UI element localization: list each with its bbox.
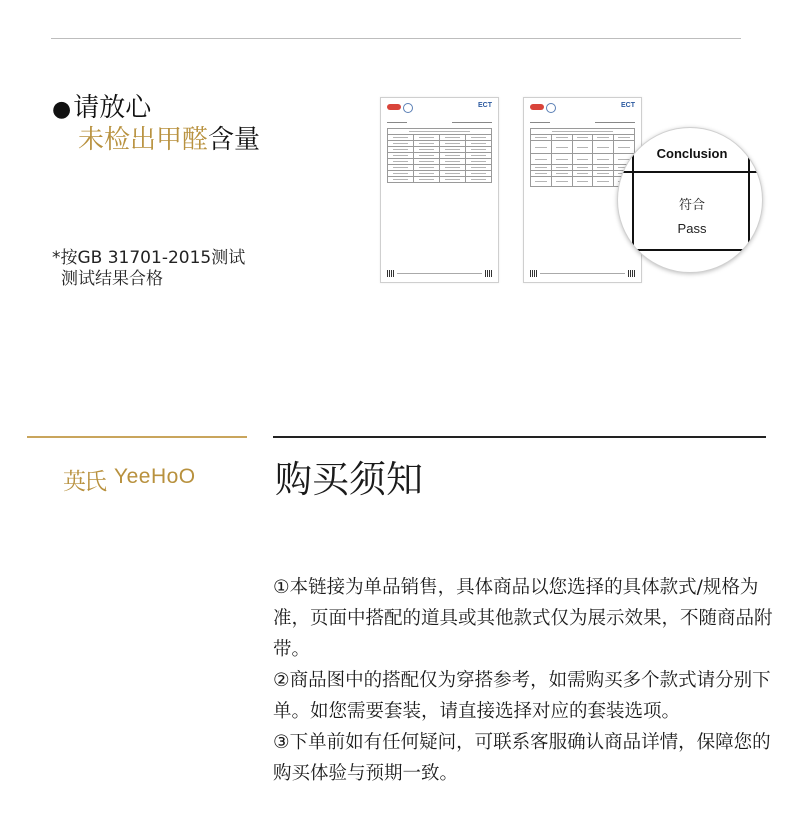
test-report-page-1 bbox=[380, 97, 499, 283]
report-footer bbox=[387, 270, 492, 277]
notice-body bbox=[273, 572, 773, 789]
bullet-icon: ● bbox=[52, 97, 72, 122]
magnifier-zoom bbox=[617, 127, 763, 273]
notice-divider bbox=[273, 436, 766, 438]
report-meta bbox=[530, 122, 635, 124]
test-note bbox=[52, 248, 245, 290]
report-table bbox=[387, 128, 492, 183]
notice-item: ①本链接为单品销售，具体商品以您选择的具体款式/规格为准，页面中搭配的道具或其他款式仅为展示效果，不随商品附带。 bbox=[273, 577, 773, 660]
test-note-line1: *按GB 31701-2015测试 bbox=[52, 248, 246, 268]
headline-primary bbox=[52, 92, 151, 126]
headline-line1: 请放心 bbox=[73, 93, 152, 123]
test-note-line2: 测试结果合格 bbox=[61, 269, 163, 289]
notice-item: ②商品图中的搭配仅为穿搭参考，如需购买多个款式请分别下单。如您需要套装，请直接选择对应的套装选项。 bbox=[273, 670, 771, 722]
notice-item: ③下单前如有任何疑问，可联系客服确认商品详情，保障您的购买体验与预期一致。 bbox=[273, 732, 771, 784]
brand-logo-en: YeeHoO bbox=[114, 465, 196, 488]
table-border bbox=[618, 171, 762, 173]
cnas-logo-icon bbox=[546, 103, 556, 113]
ect-logo-icon: ECT bbox=[478, 102, 492, 109]
headline-secondary bbox=[78, 124, 260, 156]
cma-logo-icon bbox=[530, 104, 544, 110]
table-border bbox=[618, 249, 762, 251]
ect-logo-icon: ECT bbox=[621, 102, 635, 109]
top-divider bbox=[51, 38, 741, 39]
conclusion-value-cn: 符合 bbox=[678, 198, 706, 213]
notice-title: 购买须知 bbox=[275, 458, 423, 501]
conclusion-heading: Conclusion bbox=[656, 146, 728, 161]
headline-rest: 含量 bbox=[208, 125, 261, 155]
report-meta bbox=[387, 122, 492, 124]
cma-logo-icon bbox=[387, 104, 401, 110]
brand-divider bbox=[27, 436, 247, 438]
qr-code-icon bbox=[530, 270, 537, 277]
conclusion-value-en: Pass bbox=[677, 221, 707, 236]
qr-code-icon bbox=[485, 270, 492, 277]
headline-highlight: 未检出甲醛 bbox=[78, 125, 209, 155]
qr-code-icon bbox=[387, 270, 394, 277]
brand-logo-cn: 英氏 bbox=[63, 469, 105, 495]
cnas-logo-icon bbox=[403, 103, 413, 113]
